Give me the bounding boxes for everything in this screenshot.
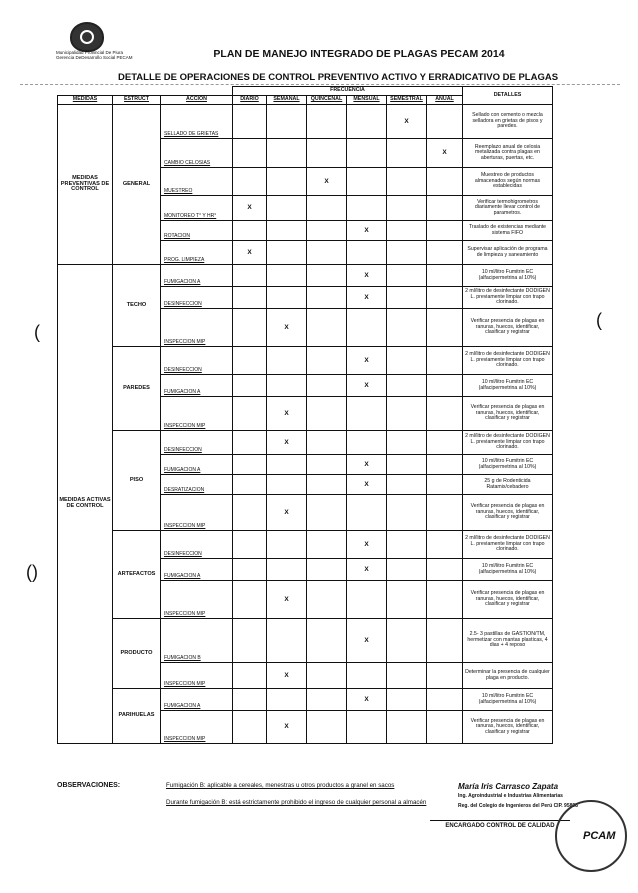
empty-cell bbox=[387, 375, 427, 397]
accion-cell: CAMBIO CELOSIAS bbox=[161, 139, 233, 168]
detalle-cell: Traslado de existencias mediante sistema FIFO bbox=[463, 221, 553, 241]
empty-cell bbox=[307, 559, 347, 581]
empty-cell bbox=[307, 265, 347, 287]
empty-cell bbox=[347, 309, 387, 347]
empty-cell bbox=[267, 475, 307, 495]
table-row bbox=[58, 689, 553, 711]
accion-cell: DESINFECCION bbox=[161, 287, 233, 309]
observacion-2: Durante fumigación B: está estrictamente prohibido el ingreso de cualquier personal a almacén bbox=[166, 799, 427, 806]
detalle-cell: Determinar la presencia de cualquier plaga en producto. bbox=[463, 663, 553, 689]
frequency-mark: X bbox=[233, 241, 267, 265]
empty-cell bbox=[307, 347, 347, 375]
empty-cell bbox=[233, 287, 267, 309]
observacion-1: Fumigación B: aplicable a cereales, menestras u otros productos a granel en sacos bbox=[166, 782, 395, 789]
empty-cell bbox=[307, 105, 347, 139]
scan-mark: () bbox=[26, 562, 38, 582]
empty-cell bbox=[233, 221, 267, 241]
empty-cell bbox=[307, 397, 347, 431]
accion-cell: SELLADO DE GRIETAS bbox=[161, 105, 233, 139]
empty-cell bbox=[233, 397, 267, 431]
empty-cell bbox=[233, 475, 267, 495]
empty-cell bbox=[387, 265, 427, 287]
table-row bbox=[58, 105, 553, 139]
empty-cell bbox=[233, 309, 267, 347]
medidas-cell: MEDIDAS ACTIVAS DE CONTROL bbox=[58, 265, 113, 744]
scan-mark: ( bbox=[34, 322, 40, 342]
accion-cell: MONITOREO T° Y HR° bbox=[161, 196, 233, 221]
empty-cell bbox=[387, 689, 427, 711]
accion-cell: DESINFECCION bbox=[161, 531, 233, 559]
empty-cell bbox=[267, 689, 307, 711]
empty-cell bbox=[233, 265, 267, 287]
empty-cell bbox=[427, 431, 463, 455]
empty-cell bbox=[307, 196, 347, 221]
empty-cell bbox=[267, 347, 307, 375]
page-subtitle: DETALLE DE OPERACIONES DE CONTROL PREVENTIVO ACTIVO Y ERRADICATIVO DE PLAGAS bbox=[118, 72, 559, 83]
detalle-cell: 10 ml/litro Fumitrin EC (alfacipermetrina al 10%) bbox=[463, 375, 553, 397]
empty-cell bbox=[427, 196, 463, 221]
frequency-mark: X bbox=[347, 455, 387, 475]
table-row bbox=[58, 431, 553, 455]
detalle-cell: Verificar termohigrometros diariamente llevar control de parametros. bbox=[463, 196, 553, 221]
empty-cell bbox=[267, 221, 307, 241]
accion-cell: FUMIGACION A bbox=[161, 375, 233, 397]
frequency-mark: X bbox=[307, 168, 347, 196]
empty-cell bbox=[387, 663, 427, 689]
frequency-mark: X bbox=[267, 711, 307, 744]
accion-cell: FUMIGACION A bbox=[161, 265, 233, 287]
empty-cell bbox=[233, 663, 267, 689]
frequency-mark: X bbox=[427, 139, 463, 168]
detalle-cell: Verificar presencia de plagas en ranuras, huecos, identificar, clasificar y registrar bbox=[463, 397, 553, 431]
empty-cell bbox=[307, 495, 347, 531]
frequency-mark: X bbox=[267, 309, 307, 347]
empty-cell bbox=[233, 431, 267, 455]
accion-cell: FUMIGACION A bbox=[161, 689, 233, 711]
empty-cell bbox=[387, 221, 427, 241]
empty-cell bbox=[347, 105, 387, 139]
stamp-text: PCAM bbox=[583, 830, 616, 842]
frequency-mark: X bbox=[267, 431, 307, 455]
frecuencia-header: FRECUENCIA bbox=[233, 87, 463, 96]
empty-cell bbox=[233, 455, 267, 475]
empty-cell bbox=[307, 581, 347, 619]
frequency-mark: X bbox=[347, 475, 387, 495]
estruct-cell: PAREDES bbox=[113, 347, 161, 431]
empty-cell bbox=[427, 221, 463, 241]
detalle-cell: Reemplazo anual de celosia metalizada contra plagas en aberturas, puertas, etc. bbox=[463, 139, 553, 168]
empty-cell bbox=[233, 495, 267, 531]
empty-cell bbox=[307, 475, 347, 495]
detalle-cell: Verificar presencia de plagas en ranuras, huecos, identificar, clasificar y registrar bbox=[463, 495, 553, 531]
accion-cell: INSPECCION MIP bbox=[161, 581, 233, 619]
detalle-cell: 2.5- 3 pastillas de GASTION/TM, hermetizar con mantas plasticas, 4 dias + 4 reposo bbox=[463, 619, 553, 663]
signatory-position: ENCARGADO CONTROL DE CALIDAD bbox=[445, 823, 555, 829]
empty-cell bbox=[347, 241, 387, 265]
empty-cell bbox=[307, 309, 347, 347]
empty-cell bbox=[347, 663, 387, 689]
quincenal-header: QUINCENAL bbox=[307, 96, 347, 105]
frequency-mark: X bbox=[267, 581, 307, 619]
empty-cell bbox=[387, 581, 427, 619]
estruct-cell: PRODUCTO bbox=[113, 619, 161, 689]
empty-cell bbox=[427, 241, 463, 265]
medidas-header: MEDIDAS bbox=[58, 96, 113, 105]
empty-cell bbox=[267, 287, 307, 309]
mensual-header: MENSUAL bbox=[347, 96, 387, 105]
empty-cell bbox=[307, 531, 347, 559]
page-title: PLAN DE MANEJO INTEGRADO DE PLAGAS PECAM 2014 bbox=[213, 48, 505, 60]
empty-cell bbox=[387, 711, 427, 744]
empty-cell bbox=[307, 241, 347, 265]
detalle-cell: 10 ml/litro Fumitrin EC (alfacipermetrina al 10%) bbox=[463, 559, 553, 581]
empty-cell bbox=[233, 105, 267, 139]
empty-cell bbox=[387, 168, 427, 196]
signatory-name: María Iris Carrasco Zapata bbox=[458, 782, 559, 791]
table-row bbox=[58, 265, 553, 287]
detalles-header: DETALLES bbox=[463, 87, 553, 105]
detalle-cell: Supervisar aplicación de programa de limpieza y saneamiento bbox=[463, 241, 553, 265]
frequency-mark: X bbox=[347, 287, 387, 309]
empty-cell bbox=[307, 711, 347, 744]
semestral-header: SEMESTRAL bbox=[387, 96, 427, 105]
estruct-cell: GENERAL bbox=[113, 105, 161, 265]
accion-cell: FUMIGACION A bbox=[161, 455, 233, 475]
frequency-mark: X bbox=[347, 531, 387, 559]
empty-cell bbox=[347, 581, 387, 619]
detalle-cell: 2 ml/litro de desinfectante DODIGEN L. previamente limpiar con trapo clorinado. bbox=[463, 431, 553, 455]
detalle-cell: 10 ml/litro Fumitrin EC (alfacipermetrina al 10%) bbox=[463, 265, 553, 287]
accion-cell: DESINFECCION bbox=[161, 347, 233, 375]
accion-cell: INSPECCION MIP bbox=[161, 397, 233, 431]
detalle-cell: Verificar presencia de plagas en ranuras, huecos, identificar, clasificar y registrar bbox=[463, 581, 553, 619]
empty-cell bbox=[347, 139, 387, 168]
empty-cell bbox=[427, 531, 463, 559]
signatory-role: Ing. Agroindustrial e Industrias Alimentarias bbox=[458, 793, 563, 799]
empty-cell bbox=[427, 397, 463, 431]
empty-cell bbox=[427, 287, 463, 309]
accion-cell: INSPECCION MIP bbox=[161, 495, 233, 531]
accion-cell: INSPECCION MIP bbox=[161, 663, 233, 689]
accion-cell: FUMIGACION B bbox=[161, 619, 233, 663]
detalle-cell: 10 ml/litro Fumitrin EC (alfacipermetrina al 10%) bbox=[463, 689, 553, 711]
accion-cell: MUESTREO bbox=[161, 168, 233, 196]
empty-cell bbox=[267, 619, 307, 663]
frequency-mark: X bbox=[387, 105, 427, 139]
empty-cell bbox=[347, 431, 387, 455]
detalle-cell: Verificar presencia de plagas en ranuras, huecos, identificar, clasificar y registrar bbox=[463, 309, 553, 347]
empty-cell bbox=[267, 531, 307, 559]
empty-cell bbox=[387, 559, 427, 581]
accion-cell: ROTACION bbox=[161, 221, 233, 241]
empty-cell bbox=[427, 455, 463, 475]
accion-cell: DESINFECCION bbox=[161, 431, 233, 455]
empty-cell bbox=[307, 287, 347, 309]
estruct-cell: PISO bbox=[113, 431, 161, 531]
empty-cell bbox=[267, 105, 307, 139]
empty-cell bbox=[267, 455, 307, 475]
empty-cell bbox=[387, 196, 427, 221]
empty-cell bbox=[347, 196, 387, 221]
diario-header: DIARIO bbox=[233, 96, 267, 105]
empty-cell bbox=[267, 375, 307, 397]
empty-cell bbox=[387, 397, 427, 431]
signature-line bbox=[430, 820, 570, 821]
frequency-mark: X bbox=[267, 495, 307, 531]
accion-header: ACCIÓN bbox=[161, 96, 233, 105]
empty-cell bbox=[387, 139, 427, 168]
detalle-cell: 10 ml/litro Fumitrin EC (alfacipermetrina al 10%) bbox=[463, 455, 553, 475]
empty-cell bbox=[427, 495, 463, 531]
empty-cell bbox=[267, 168, 307, 196]
scan-mark: ( bbox=[596, 310, 602, 330]
empty-cell bbox=[387, 241, 427, 265]
estruct-header: ESTRUCT bbox=[113, 96, 161, 105]
frequency-mark: X bbox=[347, 689, 387, 711]
empty-cell bbox=[387, 309, 427, 347]
frequency-mark: X bbox=[347, 265, 387, 287]
empty-cell bbox=[387, 619, 427, 663]
empty-cell bbox=[427, 559, 463, 581]
empty-cell bbox=[387, 495, 427, 531]
empty-cell bbox=[387, 455, 427, 475]
empty-cell bbox=[347, 495, 387, 531]
detalle-cell: Verificar presencia de plagas en ranuras, huecos, identificar, clasificar y registrar bbox=[463, 711, 553, 744]
detalle-cell: 2 ml/litro de desinfectante DODIGEN L. previamente limpiar con trapo clorinado. bbox=[463, 347, 553, 375]
detalle-cell: 25 g de Rodenticida Ratamix/cebadero bbox=[463, 475, 553, 495]
empty-cell bbox=[387, 531, 427, 559]
empty-cell bbox=[267, 196, 307, 221]
empty-cell bbox=[427, 711, 463, 744]
detalle-cell: 2 ml/litro de desinfectante DODIGEN L. previamente limpiar con trapo clorinado. bbox=[463, 531, 553, 559]
empty-cell bbox=[347, 168, 387, 196]
accion-cell: PROG. LIMPIEZA bbox=[161, 241, 233, 265]
empty-cell bbox=[427, 619, 463, 663]
empty-cell bbox=[233, 375, 267, 397]
accion-cell: FUMIGACION A bbox=[161, 559, 233, 581]
accion-cell: DESRATIZACION bbox=[161, 475, 233, 495]
empty-cell bbox=[267, 265, 307, 287]
accion-cell: INSPECCION MIP bbox=[161, 309, 233, 347]
empty-cell bbox=[427, 689, 463, 711]
table-row bbox=[58, 619, 553, 663]
empty-cell bbox=[267, 241, 307, 265]
empty-cell bbox=[307, 689, 347, 711]
empty-cell bbox=[427, 105, 463, 139]
empty-cell bbox=[267, 559, 307, 581]
accion-cell: INSPECCION MIP bbox=[161, 711, 233, 744]
estruct-cell: PARIHUELAS bbox=[113, 689, 161, 744]
frequency-mark: X bbox=[347, 347, 387, 375]
medidas-cell: MEDIDAS PREVENTIVAS DE CONTROL bbox=[58, 105, 113, 265]
estruct-cell: TECHO bbox=[113, 265, 161, 347]
empty-cell bbox=[233, 581, 267, 619]
semanal-header: SEMANAL bbox=[267, 96, 307, 105]
empty-cell bbox=[427, 581, 463, 619]
empty-cell bbox=[347, 711, 387, 744]
municipality-name: Municipalidad Provincial De Piura Gerencia DeDesarrollo Social PECAM bbox=[56, 50, 133, 60]
empty-cell bbox=[233, 347, 267, 375]
empty-cell bbox=[233, 619, 267, 663]
empty-cell bbox=[307, 663, 347, 689]
table-row bbox=[58, 347, 553, 375]
empty-cell bbox=[233, 711, 267, 744]
empty-cell bbox=[387, 347, 427, 375]
empty-cell bbox=[387, 431, 427, 455]
empty-cell bbox=[427, 375, 463, 397]
empty-cell bbox=[307, 139, 347, 168]
anual-header: ANUAL bbox=[427, 96, 463, 105]
frequency-mark: X bbox=[347, 619, 387, 663]
empty-cell bbox=[233, 689, 267, 711]
detalle-cell: Sellado con cemento o mezcla selladora en grietas de pisos y paredes. bbox=[463, 105, 553, 139]
table-row bbox=[58, 531, 553, 559]
empty-cell bbox=[427, 475, 463, 495]
empty-cell bbox=[307, 455, 347, 475]
pest-plan-table bbox=[57, 86, 553, 744]
empty-cell bbox=[427, 663, 463, 689]
empty-cell bbox=[307, 431, 347, 455]
estruct-cell: ARTEFACTOS bbox=[113, 531, 161, 619]
empty-cell bbox=[427, 265, 463, 287]
frequency-mark: X bbox=[267, 397, 307, 431]
empty-cell bbox=[307, 375, 347, 397]
empty-cell bbox=[233, 559, 267, 581]
frequency-mark: X bbox=[347, 375, 387, 397]
observaciones-label: OBSERVACIONES: bbox=[57, 782, 121, 789]
frequency-mark: X bbox=[347, 221, 387, 241]
dotted-divider bbox=[20, 84, 620, 85]
signatory-registration: Reg. del Colegio de Ingenieros del Perú CIP. 95898 bbox=[458, 803, 578, 809]
detalle-cell: 2 ml/litro de desinfectante DODIGEN L. previamente limpiar con trapo clorinado. bbox=[463, 287, 553, 309]
empty-cell bbox=[347, 397, 387, 431]
empty-cell bbox=[387, 287, 427, 309]
frequency-mark: X bbox=[347, 559, 387, 581]
empty-cell bbox=[307, 221, 347, 241]
frequency-mark: X bbox=[267, 663, 307, 689]
empty-cell bbox=[427, 309, 463, 347]
empty-cell bbox=[233, 168, 267, 196]
empty-cell bbox=[307, 619, 347, 663]
empty-cell bbox=[233, 139, 267, 168]
empty-cell bbox=[387, 475, 427, 495]
frequency-mark: X bbox=[233, 196, 267, 221]
empty-cell bbox=[233, 531, 267, 559]
detalle-cell: Muestreo de productos almacenados según normas establecidas bbox=[463, 168, 553, 196]
empty-cell bbox=[427, 168, 463, 196]
empty-cell bbox=[267, 139, 307, 168]
empty-cell bbox=[427, 347, 463, 375]
